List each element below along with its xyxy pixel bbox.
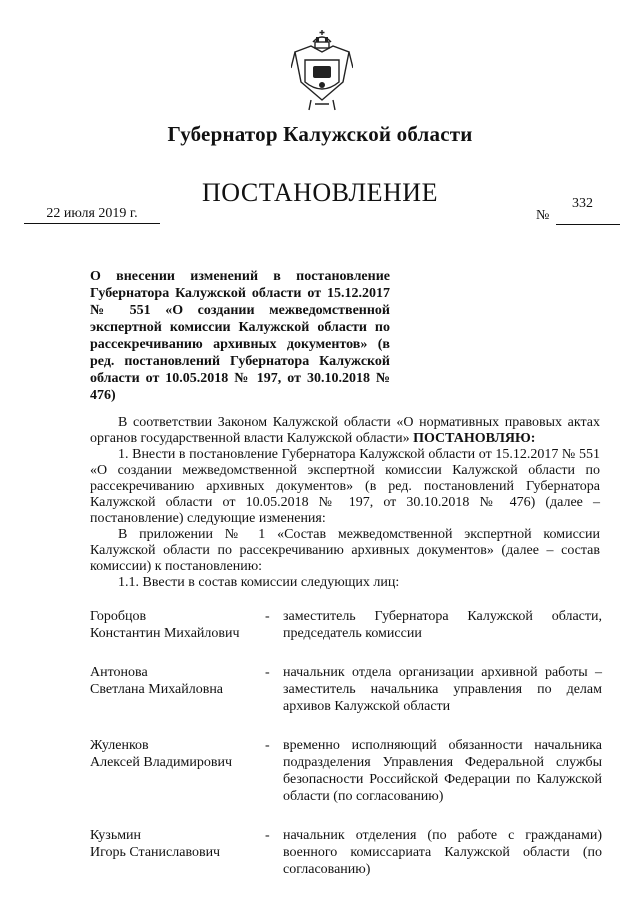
preamble-text: В соответствии Законом Калужской области «О нормативных правовых актах органов государственной власти Калужской области» [90, 415, 600, 446]
member-name [90, 664, 265, 715]
member-given-name: Алексей Владимирович [90, 755, 233, 770]
member-given-name: Константин Михайлович [90, 626, 240, 641]
member-dash: - [265, 609, 270, 624]
member-given-name: Светлана Михайловна [90, 682, 224, 697]
member-row [90, 608, 602, 642]
member-surname: Кузьмин [90, 828, 142, 843]
item-1-subparagraph: В приложении № 1 «Состав межведомственной экспертной комиссии Калужской области по рассекречиванию архивных документов» (далее – состав комиссии) к постановлению: [90, 527, 600, 574]
member-role: начальник отделения (по работе с гражданами) военного комиссариата Калужской области (по согласованию) [283, 828, 602, 877]
member-row [90, 664, 602, 715]
preamble-paragraph [90, 415, 600, 447]
member-surname: Горобцов [90, 609, 147, 624]
member-dash: - [265, 828, 270, 843]
member-name [90, 737, 265, 805]
member-given-name: Игорь Станиславович [90, 845, 221, 860]
member-surname: Жуленков [90, 738, 149, 753]
member-row [90, 827, 602, 878]
member-dash: - [265, 665, 270, 680]
coat-of-arms-icon [291, 30, 353, 114]
item-1-1: 1.1. Ввести в состав комиссии следующих лиц: [118, 575, 400, 590]
member-surname: Антонова [90, 665, 148, 680]
document-body [90, 415, 600, 591]
document-number: 332 [572, 196, 593, 211]
commission-members-list [90, 608, 602, 878]
member-dash: - [265, 738, 270, 753]
decree-word: ПОСТАНОВЛЯЮ: [413, 431, 536, 446]
document-subject: О внесении изменений в постановление Губернатора Калужской области от 15.12.2017 № 551 «О создании межведомственной экспертной комиссии Калужской области по рассекречиванию архивных документов» (в ред. постановлений Губернатора Калужской области от 10.05.2018 № 197, от 30.10.2018 № 476) [90, 269, 390, 403]
member-role: временно исполняющий обязанности начальника подразделения Управления Федеральной службы безопасности Российской Федерации по Калужской области (по согласованию) [283, 738, 602, 804]
document-number-block [536, 196, 620, 226]
member-name [90, 608, 265, 642]
member-role: заместитель Губернатора Калужской области, председатель комиссии [283, 609, 602, 641]
member-name [90, 827, 265, 878]
issuer-title: Губернатор Калужской области [167, 122, 473, 146]
item-1: 1. Внести в постановление Губернатора Калужской области от 15.12.2017 № 551 «О создании межведомственной экспертной комиссии Калужской области по рассекречиванию архивных документов» (в ред. постановлений Губернатора Калужской области от 10.05.2018 № 197, от 30.10.2018 № 476) (далее – постановление) следующие изменения: [90, 447, 600, 526]
document-type-title: ПОСТАНОВЛЕНИЕ [202, 178, 438, 207]
document-date: 22 июля 2019 г. [24, 206, 160, 224]
number-sign: № [536, 208, 550, 223]
number-underline [556, 224, 620, 225]
member-row [90, 737, 602, 805]
member-role: начальник отдела организации архивной работы – заместитель начальника управления по делам архивов Калужской области [283, 665, 602, 714]
